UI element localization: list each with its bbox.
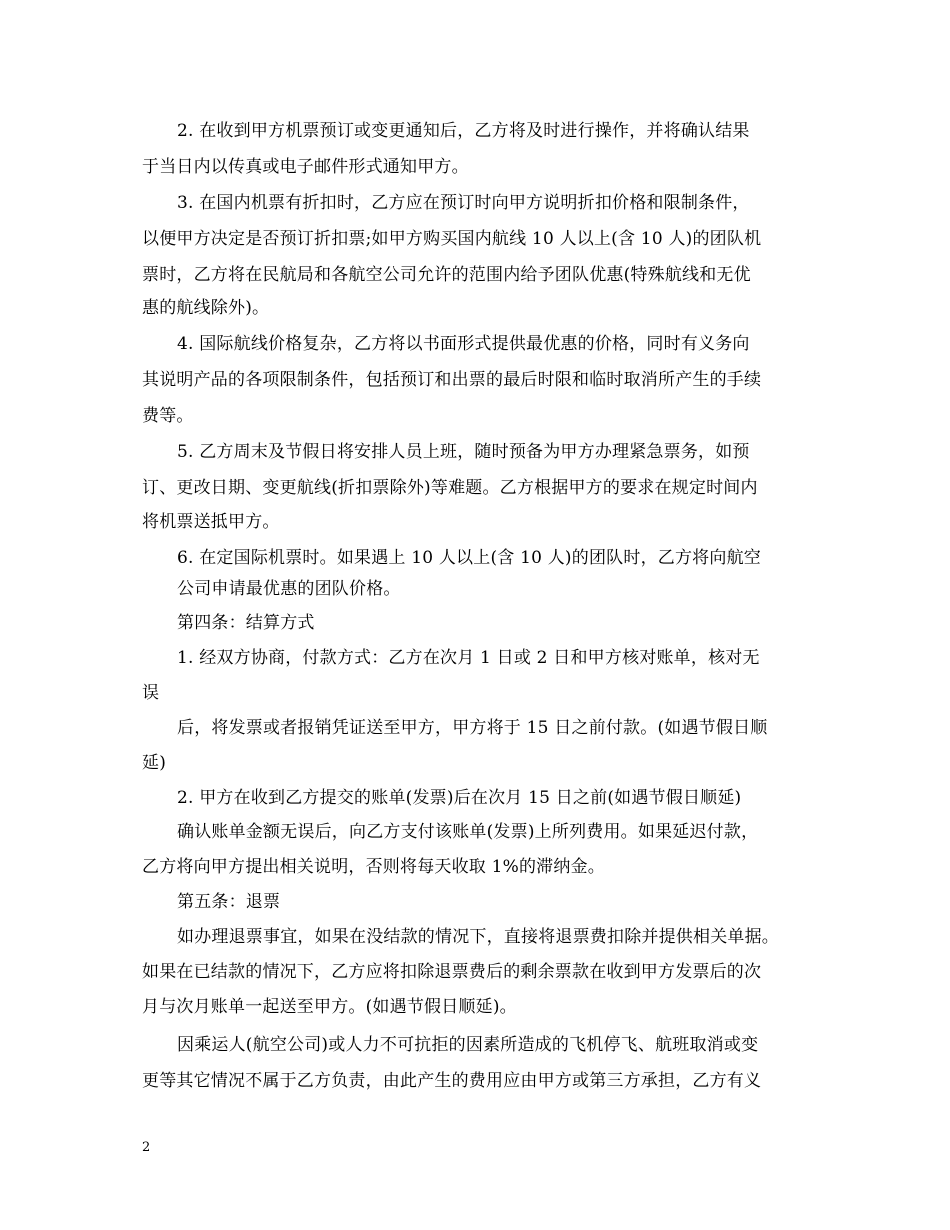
section-heading: 第五条：退票 [177, 892, 281, 912]
text-line: 2. 在收到甲方机票预订或变更通知后，乙方将及时进行操作，并将确认结果 [177, 121, 750, 141]
text-line: 于当日内以传真或电子邮件形式通知甲方。 [142, 157, 469, 177]
text-line: 以便甲方决定是否预订折扣票;如甲方购买国内航线 10 人以上(含 10 人)的团队机 [142, 229, 762, 249]
section-heading: 第四条：结算方式 [177, 613, 315, 633]
text-line: 误 [142, 683, 160, 703]
text-line: 3. 在国内机票有折扣时，乙方应在预订时向甲方说明折扣价格和限制条件， [177, 193, 750, 213]
text-line: 5. 乙方周末及节假日将安排人员上班，随时预备为甲方办理紧急票务，如预 [177, 442, 750, 462]
text-line: 确认账单金额无误后，向乙方支付该账单(发票)上所列费用。如果延迟付款， [177, 822, 759, 842]
page-number: 2 [142, 1140, 151, 1155]
text-line: 1. 经双方协商，付款方式：乙方在次月 1 日或 2 日和甲方核对账单，核对无 [177, 648, 760, 668]
text-line: 6. 在定国际机票时。如果遇上 10 人以上(含 10 人)的团队时，乙方将向航空 [177, 548, 761, 568]
text-line: 惠的航线除外)。 [142, 298, 270, 318]
text-line: 如办理退票事宜，如果在没结款的情况下，直接将退票费扣除并提供相关单据。 [177, 927, 779, 947]
text-line: 月与次月账单一起送至甲方。(如遇节假日顺延)。 [142, 997, 517, 1017]
text-line: 如果在已结款的情况下，乙方应将扣除退票费后的剩余票款在收到甲方发票后的次 [142, 962, 762, 982]
text-line: 4. 国际航线价格复杂，乙方将以书面形式提供最优惠的价格，同时有义务向 [177, 334, 750, 354]
text-line: 票时，乙方将在民航局和各航空公司允许的范围内给予团队优惠(特殊航线和无优 [142, 265, 751, 285]
text-line: 乙方将向甲方提出相关说明，否则将每天收取 1%的滞纳金。 [142, 857, 605, 877]
text-line: 延) [142, 753, 167, 773]
text-line: 后，将发票或者报销凭证送至甲方，甲方将于 15 日之前付款。(如遇节假日顺 [177, 718, 768, 738]
text-line: 公司申请最优惠的团队价格。 [177, 579, 401, 599]
text-line: 其说明产品的各项限制条件，包括预订和出票的最后时限和临时取消所产生的手续 [142, 370, 762, 390]
text-line: 费等。 [142, 406, 194, 426]
text-line: 订、更改日期、变更航线(折扣票除外)等难题。乙方根据甲方的要求在规定时间内 [142, 478, 758, 498]
text-line: 因乘运人(航空公司)或人力不可抗拒的因素所造成的飞机停飞、航班取消或变 [177, 1035, 759, 1055]
text-line: 2. 甲方在收到乙方提交的账单(发票)后在次月 15 日之前(如遇节假日顺延) [177, 788, 742, 808]
text-line: 更等其它情况不属于乙方负责，由此产生的费用应由甲方或第三方承担，乙方有义 [142, 1071, 762, 1091]
text-line: 将机票送抵甲方。 [142, 512, 280, 532]
